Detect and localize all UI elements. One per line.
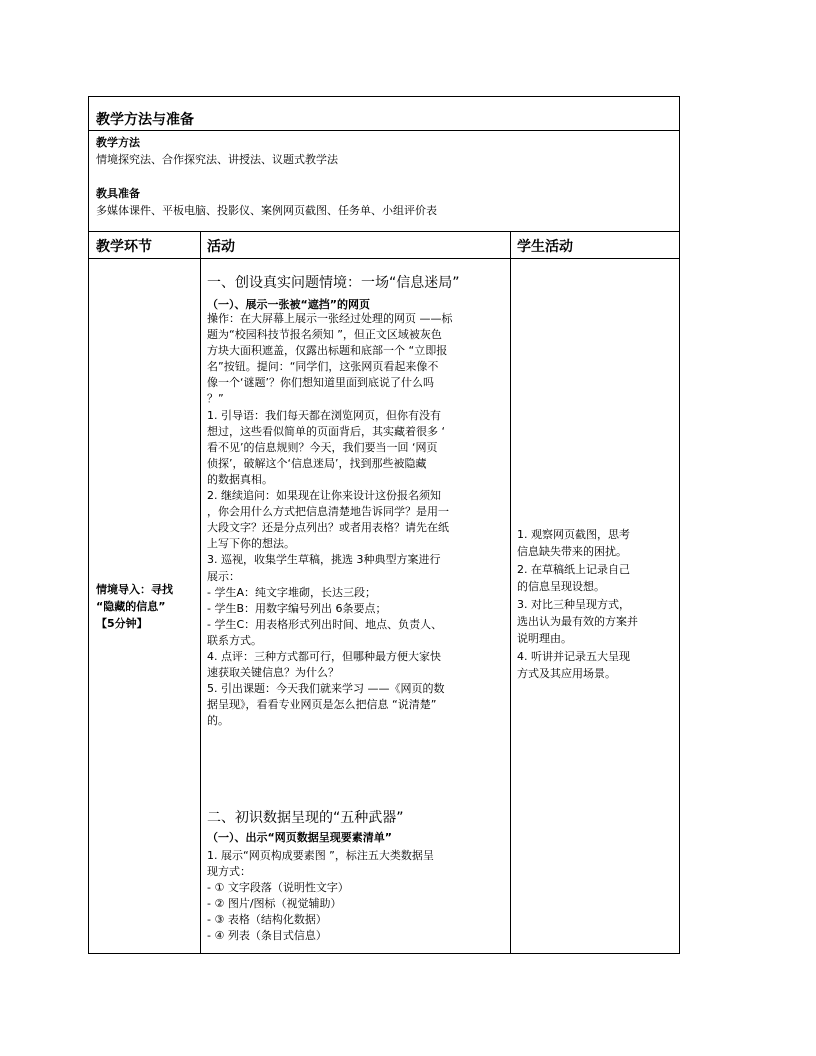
header-activity: 活动 — [207, 239, 235, 255]
student-activity-line: 3. 对比三种呈现方式， — [517, 597, 630, 611]
activity-text-line: 名”按钮。提问：“同学们，这张网页看起来像不 — [207, 360, 439, 374]
student-activity-line: 信息缺失带来的困扰。 — [517, 545, 627, 559]
activity-text-line: 的数据真相。 — [207, 472, 273, 486]
activity-text-line: 操作：在大屏幕上展示一张经过处理的网页 ——标 — [207, 312, 453, 325]
student-activity-line: 4. 听讲并记录五大呈现 — [517, 649, 630, 663]
activity-text-line: - ② 图片/图标（视觉辅助） — [207, 897, 342, 911]
section2-title: 二、初识数据呈现的“五种武器” — [207, 810, 404, 826]
student-activity-line: 说明理由。 — [517, 632, 572, 646]
tools-label: 教具准备 — [96, 187, 140, 200]
divider — [510, 231, 511, 953]
activity-text-line: - ① 文字段落（说明性文字） — [207, 881, 349, 895]
activity-text-line: 像一个‘谜题’？你们想知道里面到底说了什么吗 — [207, 376, 434, 390]
section2-subtitle: （一）、出示“网页数据呈现要素清单” — [207, 831, 392, 844]
tools-text: 多媒体课件、平板电脑、投影仪、案例网页截图、任务单、小组评价表 — [96, 204, 437, 217]
divider — [89, 130, 679, 131]
activity-text-line: 1. 引导语：我们每天都在浏览网页，但你有没有 — [207, 408, 441, 422]
activity-text-line: 想过，这些看似简单的页面背后，其实藏着很多 ‘ — [207, 424, 445, 438]
activity-text-line: 大段文字？还是分点列出？或者用表格？请先在纸 — [207, 521, 449, 535]
divider — [200, 231, 201, 953]
activity-text-line: 3. 巡视，收集学生草稿，挑选 3种典型方案进行 — [207, 553, 441, 567]
activity-text-line: 2. 继续追问：如果现在让你来设计这份报名须知 — [207, 489, 441, 503]
divider — [89, 231, 679, 232]
header-student: 学生活动 — [517, 239, 573, 255]
stage-line-2: “隐藏的信息” — [96, 600, 166, 613]
student-activities — [517, 526, 638, 683]
activity-text-line: - ③ 表格（结构化数据） — [207, 913, 327, 927]
section1-body — [207, 311, 453, 729]
activity-text-line: 联系方式。 — [207, 633, 262, 647]
student-activity-line: 选出认为最有效的方案并 — [517, 614, 638, 628]
activity-text-line: 据呈现》，看看专业网页是怎么把信息 “说清楚” — [207, 698, 437, 712]
activity-text-line: 侦探’，破解这个‘信息迷局’，找到那些被隐藏 — [207, 456, 427, 470]
student-activity-line: 方式及其应用场景。 — [517, 667, 616, 681]
activity-text-line: 题为“校园科技节报名须知 ”，但正文区域被灰色 — [207, 328, 442, 342]
section1-subtitle: （一）、展示一张被“遮挡”的网页 — [207, 298, 370, 311]
activity-text-line: 上写下你的想法。 — [207, 537, 295, 551]
activity-text-line: 5. 引出课题：今天我们就来学习 ——《网页的数 — [207, 682, 445, 696]
method-text: 情境探究法、合作探究法、讲授法、议题式教学法 — [96, 153, 338, 166]
activity-text-line: 的。 — [207, 714, 229, 728]
lesson-plan-table — [88, 96, 680, 954]
activity-text-line: - 学生A：纯文字堆砌，长达三段； — [207, 585, 376, 599]
activity-text-line: - ④ 列表（条目式信息） — [207, 929, 327, 943]
student-activity-line: 的信息呈现设想。 — [517, 580, 605, 594]
stage-line-3: 【5分钟】 — [96, 617, 148, 630]
activity-text-line: 展示： — [207, 569, 240, 583]
activity-text-line: 方块大面积遮盖，仅露出标题和底部一个 “立即报 — [207, 344, 448, 358]
activity-text-line: 速获取关键信息？为什么？ — [207, 666, 339, 680]
activity-text-line: 1. 展示“网页构成要素图 ”，标注五大类数据呈 — [207, 849, 434, 862]
student-activity-line: 2. 在草稿纸上记录自己 — [517, 562, 630, 576]
divider — [89, 258, 679, 259]
activity-text-line: ？” — [207, 392, 224, 406]
activity-text-line: 看不见’的信息规则？今天，我们要当一回 ‘网页 — [207, 440, 438, 454]
activity-text-line: 现方式： — [207, 865, 251, 879]
student-activity-line: 1. 观察网页截图，思考 — [517, 528, 630, 541]
activity-text-line: 4. 点评：三种方式都可行，但哪种最方便大家快 — [207, 649, 441, 663]
activity-text-line: - 学生C：用表格形式列出时间、地点、负责人、 — [207, 617, 443, 631]
method-label: 教学方法 — [96, 136, 140, 149]
section1-title: 一、创设真实问题情境：一场“信息迷局” — [207, 275, 460, 291]
header-stage: 教学环节 — [96, 239, 152, 255]
activity-text-line: - 学生B：用数字编号列出 6条要点； — [207, 601, 387, 615]
activity-text-line: ，你会用什么方式把信息清楚地告诉同学？是用一 — [207, 505, 449, 519]
stage-line-1: 情境导入：寻找 — [96, 583, 173, 596]
section2-body — [207, 848, 434, 945]
methods-title: 教学方法与准备 — [96, 112, 194, 128]
